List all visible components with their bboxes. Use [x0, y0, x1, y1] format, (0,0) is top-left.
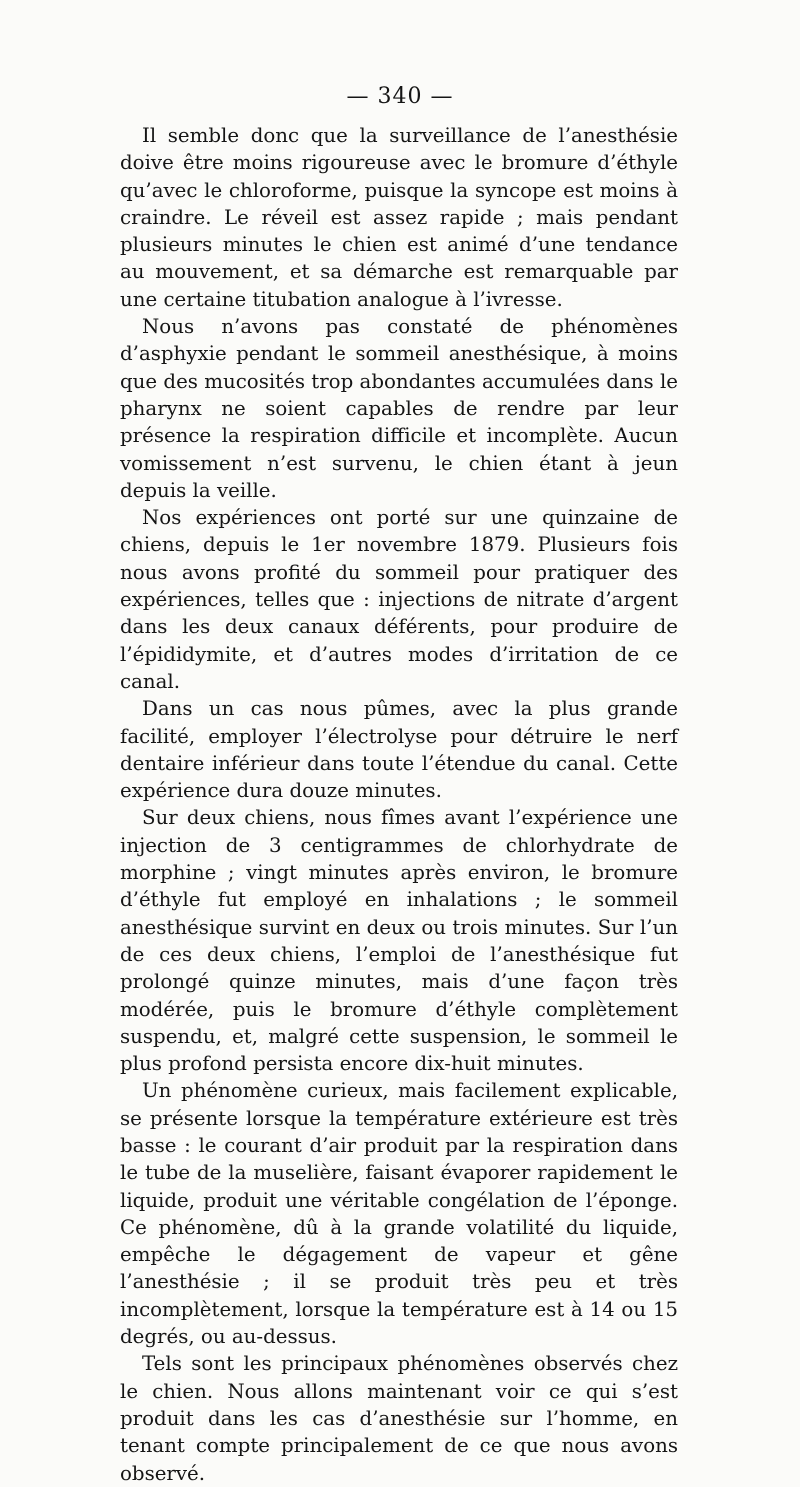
body-text — [120, 122, 678, 1487]
paragraph-2: Nous n’avons pas constaté de phénomènes d’asphyxie pendant le sommeil anesthésique, à moins que des mucosités trop abondantes accumulées dans le pharynx ne soient capables de rendre par leur présence la respiration difficile et incomplète. Aucun vomissement n’est survenu, le chien étant à jeun depuis la veille. — [120, 315, 678, 502]
paragraph-1: Il semble donc que la surveillance de l’anesthésie doive être moins rigoureuse avec le bromure d’éthyle qu’avec le chloroforme, puisque la syncope est moins à craindre. Le réveil est assez rapide ; mais pendant plusieurs minutes le chien est animé d’une tendance au mouvement, et sa démarche est remarquable par une certaine titubation analogue à l’ivresse. — [120, 124, 678, 311]
paragraph-6: Un phénomène curieux, mais facilement explicable, se présente lorsque la température extérieure est très basse : le courant d’air produit par la respiration dans le tube de la muselière, faisant évaporer rapidement le liquide, produit une véritable congélation de l’éponge. Ce phénomène, dû à la grande volatilité du liquide, empêche le dégagement de vapeur et gêne l’anesthésie ; il se produit très peu et très incomplètement, lorsque la température est à 14 ou 15 degrés, ou au-dessus. — [120, 1079, 678, 1349]
page-number: — 340 — — [346, 84, 454, 109]
paragraph-7: Tels sont les principaux phénomènes observés chez le chien. Nous allons maintenant voir ce qui s’est produit dans les cas d’anesthésie sur l’homme, en tenant compte principalement de ce que nous avons observé. — [120, 1352, 678, 1485]
paragraph-5: Sur deux chiens, nous fîmes avant l’expérience une injection de 3 centigrammes de chlorhydrate de morphine ; vingt minutes après environ, le bromure d’éthyle fut employé en inhalations ; le sommeil anesthésique survint en deux ou trois minutes. Sur l’un de ces deux chiens, l’emploi de l’anesthésique fut prolongé quinze minutes, mais d’une façon très modérée, puis le bromure d’éthyle complètement suspendu, et, malgré cette suspension, le sommeil le plus profond persista encore dix-huit minutes. — [120, 806, 678, 1076]
paragraph-4: Dans un cas nous pûmes, avec la plus grande facilité, employer l’électrolyse pour détruire le nerf dentaire inférieur dans toute l’étendue du canal. Cette expérience dura douze minutes. — [120, 697, 678, 803]
paragraph-3: Nos expériences ont porté sur une quinzaine de chiens, depuis le 1er novembre 1879. Plusieurs fois nous avons profité du sommeil pour pratiquer des expériences, telles que : injections de nitrate d’argent dans les deux canaux déférents, pour produire de l’épididymite, et d’autres modes d’irritation de ce canal. — [120, 506, 678, 693]
